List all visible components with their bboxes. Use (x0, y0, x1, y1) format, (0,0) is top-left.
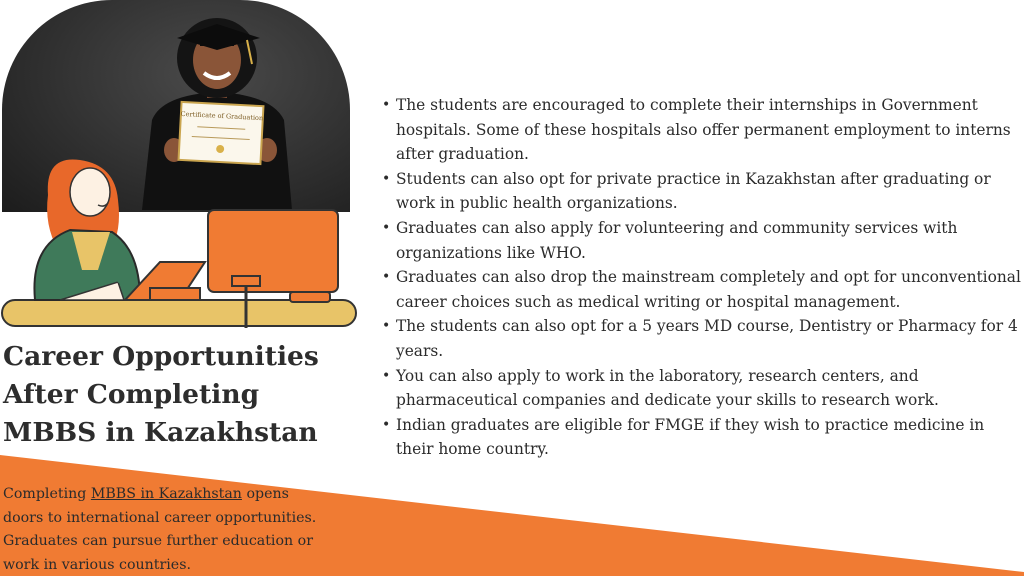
list-item: • Students can also opt for private practice in Kazakhstan after graduating or work in public health organizations. (382, 167, 1022, 216)
list-item: • The students can also opt for a 5 years MD course, Dentistry or Pharmacy for 4 years. (382, 314, 1022, 363)
intro-prefix: Completing (3, 486, 91, 502)
list-item: • Graduates can also apply for volunteering and community services with organizations like WHO. (382, 216, 1022, 265)
intro-suffix: opens doors to international career opportunities. Graduates can pursue further education or work in various countries. (3, 486, 317, 573)
career-options-list (382, 93, 1022, 462)
intro-paragraph (3, 483, 333, 577)
mbbs-kazakhstan-link[interactable]: MBBS in Kazakhstan (90, 486, 242, 502)
certificate-title: Certificate of Graduation (180, 109, 264, 123)
list-item: • You can also apply to work in the laboratory, research centers, and pharmaceutical companies and dedicate your skills to research work. (382, 364, 1022, 413)
page-title: Career Opportunities After Completing MBBS in Kazakhstan (3, 341, 319, 448)
list-item: • Indian graduates are eligible for FMGE if they wish to practice medicine in their home country. (382, 413, 1022, 462)
student-desk-illustration (0, 0, 360, 330)
list-item: • The students are encouraged to complete their internships in Government hospitals. Some of these hospitals also offer permanent employment to interns after graduation. (382, 93, 1022, 167)
list-item: • Graduates can also drop the mainstream completely and opt for unconventional career choices such as medical writing or hospital management. (382, 265, 1022, 314)
